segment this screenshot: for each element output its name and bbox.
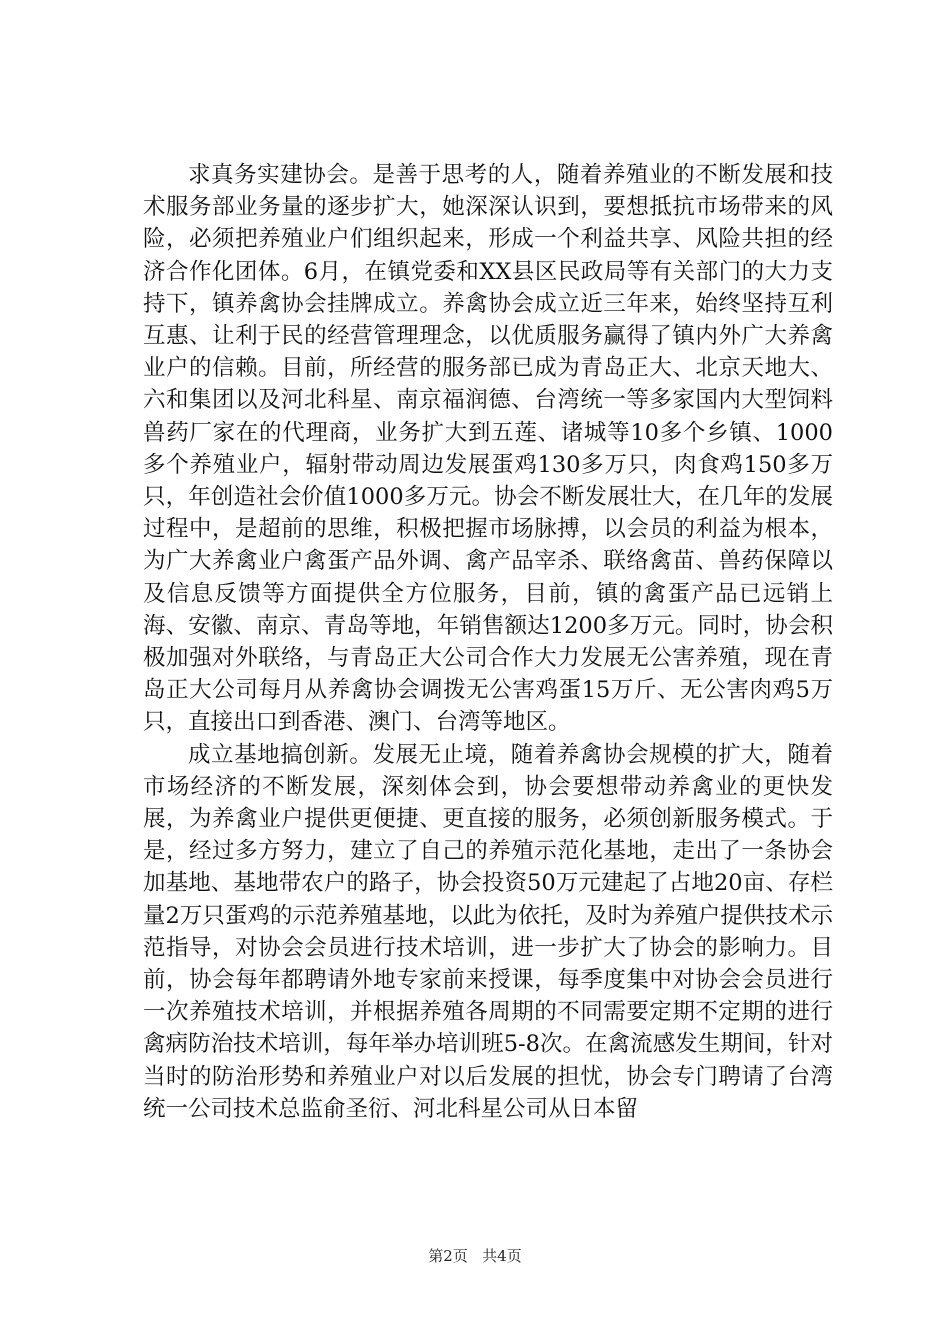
document-body [143,159,833,1125]
paragraph-base: 成立基地搞创新。发展无止境，随着养禽协会规模的扩大，随着市场经济的不断发展，深刻体会到，协会要想带动养禽业的更快发展，为养禽业户提供更便捷、更直接的服务，必须创新服务模式。于是，经过多方努力，建立了自己的养殖示范化基地，走出了一条协会加基地、基地带农户的路子，协会投资50万元建起了占地20亩、存栏量2万只蛋鸡的示范养殖基地，以此为依托，及时为养殖户提供技术示范指导，对协会会员进行技术培训，进一步扩大了协会的影响力。目前，协会每年都聘请外地专家前来授课，每季度集中对协会会员进行一次养殖技术培训，并根据养殖各周期的不同需要定期不定期的进行禽病防治技术培训，每年举办培训班5-8次。在禽流感发生期间，针对当时的防治形势和养殖业户对以后发展的担忧，协会专门聘请了台湾统一公司技术总监俞圣衍、河北科星公司从日本留 [143,741,833,1122]
footer-spacer [473,1247,478,1265]
page-number-total: 共4页 [482,1247,522,1265]
page-footer [0,1246,950,1266]
paragraph-association: 求真务实建协会。是善于思考的人，随着养殖业的不断发展和技术服务部业务量的逐步扩大，她深深认识到，要想抵抗市场带来的风险，必须把养殖业户们组织起来，形成一个利益共享、风险共担的经济合作化团体。6月，在镇党委和XX县区民政局等有关部门的大力支持下，镇养禽协会挂牌成立。养禽协会成立近三年来，始终坚持互利互惠、让利于民的经营管理理念，以优质服务赢得了镇内外广大养禽业户的信赖。目前，所经营的服务部已成为青岛正大、北京天地大、六和集团以及河北科星、南京福润德、台湾统一等多家国内大型饲料兽药厂家在的代理商，业务扩大到五莲、诸城等10多个乡镇、1000多个养殖业户，辐射带动周边发展蛋鸡130多万只，肉食鸡150多万只，年创造社会价值1000多万元。协会不断发展壮大，在几年的发展过程中，是超前的思维，积极把握市场脉搏，以会员的利益为根本，为广大养禽业户禽蛋产品外调、禽产品宰杀、联络禽苗、兽药保障以及信息反馈等方面提供全方位服务，目前，镇的禽蛋产品已远销上海、安徽、南京、青岛等地，年销售额达1200多万元。同时，协会积极加强对外联络，与青岛正大公司合作大力发展无公害养殖，现在青岛正大公司每月从养禽协会调拨无公害鸡蛋15万斤、无公害肉鸡5万只，直接出口到香港、澳门、台湾等地区。 [143,162,833,736]
page-number-current: 第2页 [428,1247,468,1265]
